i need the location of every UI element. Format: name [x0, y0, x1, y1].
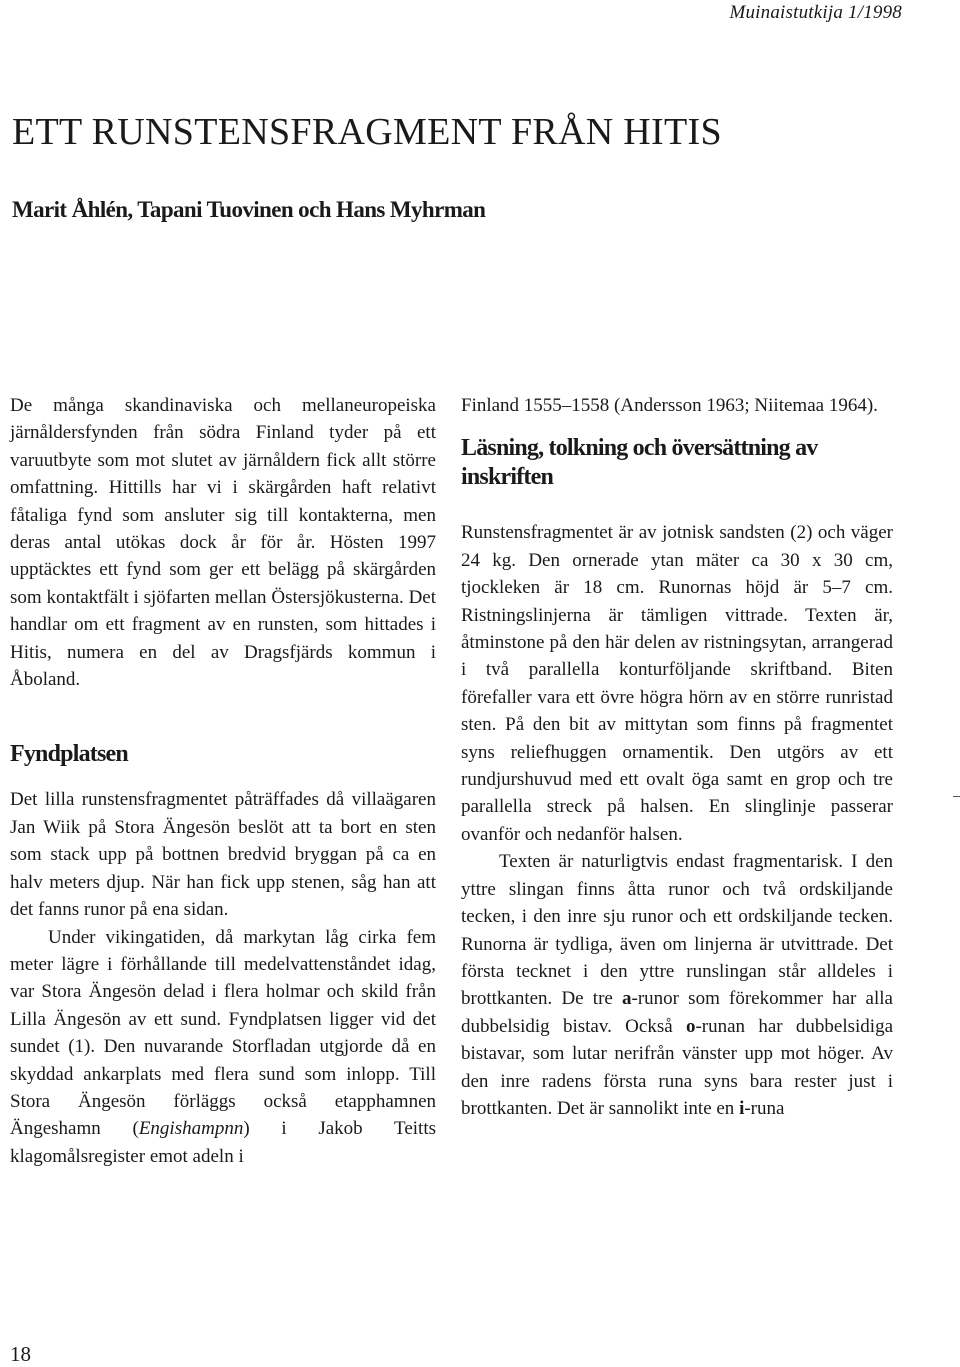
- rune-letter: o: [685, 1015, 696, 1037]
- right-column: [461, 392, 893, 1122]
- rune-letter: a: [622, 988, 632, 1010]
- section-heading-lasning: Läsning, tolkning och översättning av inskriften: [461, 435, 818, 491]
- text-span: -runor som förekommer har alla dubbelsidig bistav. Också: [461, 988, 893, 1037]
- body-paragraph: [461, 848, 893, 1122]
- article-title: ETT RUNSTENSFRAGMENT FRÅN HITIS: [12, 111, 722, 153]
- section-heading-fyndplatsen: Fyndplatsen: [10, 741, 128, 768]
- text-span: -runa: [744, 1097, 785, 1119]
- body-paragraph: Finland 1555–1558 (Andersson 1963; Niitemaa 1964).: [461, 395, 878, 416]
- body-paragraph: Det lilla runstensfragmentet påträffades då villaägaren Jan Wiik på Stora Ängesön beslöt att ta bort en sten som stack upp på bottnen bredvid bryggan på ca en halv meters djup. När han fick upp stenen, såg han att det fanns runor på ena sidan.: [10, 789, 436, 921]
- margin-mark: [953, 796, 960, 797]
- text-span: Under vikingatiden, då markytan låg cirka fem meter lägre i förhållande till medelvattenståndet idag, var Stora Ängesön delad i flera holmar och skild från Lilla Ängesön av ett sund. Fyndplatsen ligger vid det sundet (1). Den nuvarande Storfladan utgjorde då en skyddad ankarplats med flera sund som inlopp. Till Stora Ängesön förläggs också etapphamnen Ängeshamn (: [10, 926, 436, 1140]
- text-span: -runan har dubbelsidiga bistavar, som lutar nerifrån vänster upp mot höger. Av den inre radens första runa syns bara rester just i brottkanten. Det är sannolikt inte en: [461, 1015, 893, 1119]
- body-paragraph: [10, 924, 436, 1171]
- left-column: [10, 392, 436, 1170]
- journal-header: Muinaistutkija 1/1998: [729, 2, 902, 23]
- intro-paragraph: De många skandinaviska och mellaneuropeiska järnåldersfynden från södra Finland tyder på ett varuutbyte som mot slutet av järnåldern fick allt större omfattning. Hittills har vi i skärgården haft relativt fåtaliga fynd som ansluter sig till kontakterna, men deras antal utökas dock år för år. Hösten 1997 upptäcktes ett fynd som ger ett belägg på skärgården som kontaktfält i sjöfarten mellan Östersjökusterna. Det handlar om ett fragment av en runsten, som hittades i Hitis, numera en del av Dragsfjärds kommun i Åboland.: [10, 395, 436, 691]
- article-authors: Marit Åhlén, Tapani Tuovinen och Hans Myhrman: [12, 197, 486, 222]
- italic-term: Engishampnn: [138, 1118, 244, 1140]
- text-span: ) i Jakob Teitts klagomålsregister emot adeln i: [10, 1118, 436, 1167]
- text-span: Texten är naturligtvis endast fragmentarisk. I den yttre slingan finns åtta runor och två ordskiljande tecken, i den inre sju runor och ett ordskiljande tecken. Runorna är tydliga, även om linjerna är utvittrade. Det första tecknet i den yttre runslingan står alldeles i brottkanten. De tre: [461, 851, 893, 1010]
- rune-letter: i: [739, 1097, 745, 1119]
- page-number: 18: [10, 1342, 31, 1366]
- body-paragraph: Runstensfragmentet är av jotnisk sandsten (2) och väger 24 kg. Den ornerade ytan mäter ca 30 x 30 cm, tjockleken är 18 cm. Runornas höjd är 5–7 cm. Ristningslinjerna är tämligen vittrade. Texten är, åtminstone på den här delen av ristningsytan, arrangerad i två parallella konturföljande skriftband. Biten förefaller vara ett övre högra hörn av en större runristad sten. På den bit av mittytan som finns på fragmentet syns reliefhuggen ornamentik. Den utgörs av ett rundjurshuvud med ett ovalt öga samt en grop och tre parallella streck på halsen. En slinglinje passerar ovanför och nedanför halsen.: [461, 522, 893, 845]
